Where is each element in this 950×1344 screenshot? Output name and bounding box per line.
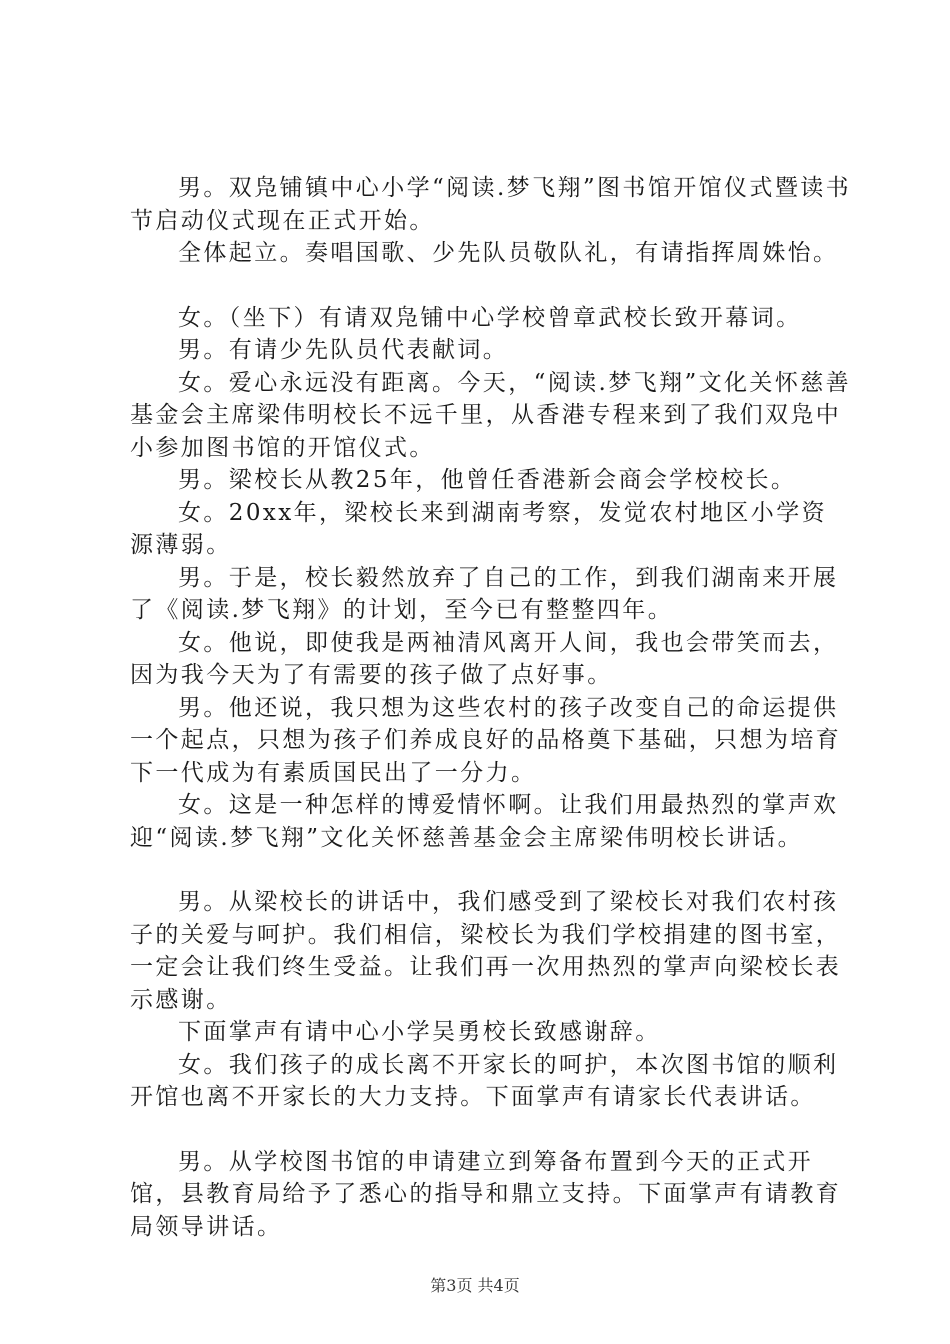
paragraph: 女。（坐下）有请双凫铺中心学校曾章武校长致开幕词。 <box>178 304 802 331</box>
paragraph-spacer <box>130 1114 852 1146</box>
paragraph: 男。有请少先队员代表献词。 <box>178 337 509 363</box>
page-footer: 第3页 共4页 <box>430 1276 520 1295</box>
paragraph-spacer <box>130 854 852 886</box>
paragraph: 女。这是一种怎样的博爱情怀啊。让我们用最热烈的掌声欢迎“阅读.梦飞翔”文化关怀慈善基金会主席梁伟明校长讲话。 <box>130 792 839 851</box>
document-body <box>130 172 852 1243</box>
paragraph: 男。他还说，我只想为这些农村的孩子改变自己的命运提供一个起点，只想为孩子们养成良好的品格奠下基础，只想为培育下一代成为有素质国民出了一分力。 <box>130 694 842 786</box>
paragraph: 女。他说，即使我是两袖清风离开人间，我也会带笑而去，因为我今天为了有需要的孩子做了点好事。 <box>130 629 839 688</box>
paragraph: 全体起立。奏唱国歌、少先队员敬队礼，有请指挥周姝怡。 <box>178 240 839 266</box>
paragraph: 男。于是，校长毅然放弃了自己的工作，到我们湖南来开展了《阅读.梦飞翔》的计划，至今已有整整四年。 <box>130 564 839 623</box>
paragraph: 女。爱心永远没有距离。今天，“阅读.梦飞翔”文化关怀慈善基金会主席梁伟明校长不远千里，从香港专程来到了我们双凫中小参加图书馆的开馆仪式。 <box>130 369 852 461</box>
paragraph: 男。从梁校长的讲话中，我们感受到了梁校长对我们农村孩子的关爱与呵护。我们相信，梁校长为我们学校捐建的图书室，一定会让我们终生受益。让我们再一次用热烈的掌声向梁校长表示感谢。 <box>130 889 842 1013</box>
paragraph: 男。梁校长从教25年，他曾任香港新会商会学校校长。 <box>178 467 797 493</box>
paragraph: 男。从学校图书馆的申请建立到筹备布置到今天的正式开馆，县教育局给予了悉心的指导和鼎立支持。下面掌声有请教育局领导讲话。 <box>130 1148 842 1240</box>
paragraph: 下面掌声有请中心小学吴勇校长致感谢辞。 <box>178 1019 661 1045</box>
paragraph: 男。双凫铺镇中心小学“阅读.梦飞翔”图书馆开馆仪式暨读书节启动仪式现在正式开始。 <box>130 175 852 234</box>
paragraph: 女。我们孩子的成长离不开家长的呵护，本次图书馆的顺利开馆也离不开家长的大力支持。下面掌声有请家长代表讲话。 <box>130 1051 839 1110</box>
paragraph: 女。20xx年，梁校长来到湖南考察，发觉农村地区小学资源薄弱。 <box>130 499 828 558</box>
paragraph-spacer <box>130 270 852 302</box>
